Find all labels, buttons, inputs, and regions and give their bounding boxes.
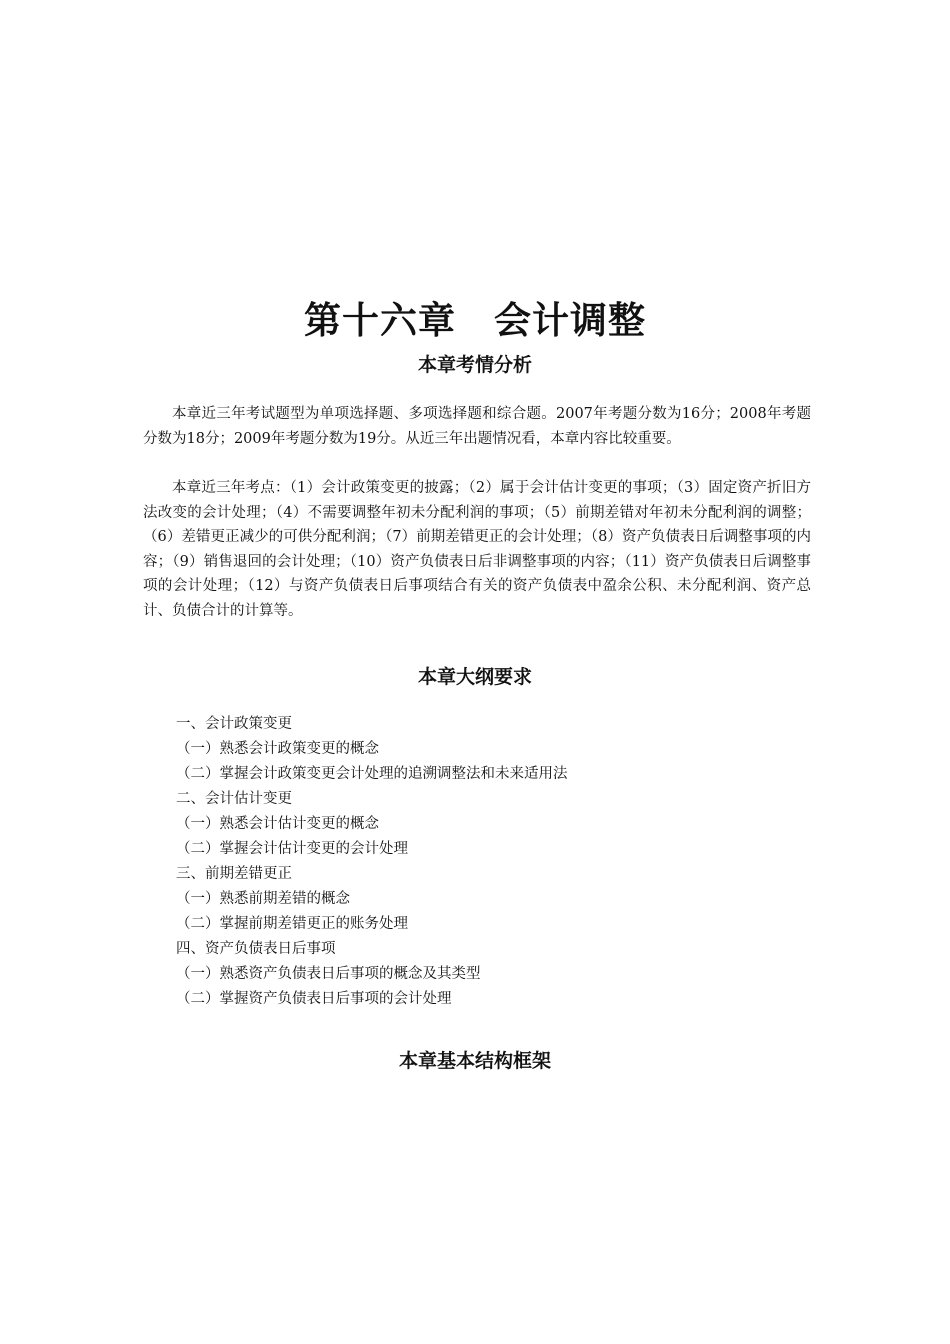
syllabus-item: （二）掌握会计估计变更的会计处理 (176, 841, 408, 857)
syllabus-item: 四、资产负债表日后事项 (176, 941, 336, 957)
syllabus-item: （一）熟悉前期差错的概念 (176, 891, 350, 907)
section-title-framework: 本章基本结构框架 (398, 1050, 551, 1072)
chapter-title: 第十六章 会计调整 (304, 298, 646, 342)
analysis-paragraph-2: 本章近三年考点：（1）会计政策变更的披露；（2）属于会计估计变更的事项；（3）固定资产折旧方法改变的会计处理；（4）不需要调整年初未分配利润的事项；（5）前期差错对年初未分配利润的调整；（6）差错更正减少的可供分配利润；（7）前期差错更正的会计处理；（8）资产负债表日后调整事项的内容；（9）销售退回的会计处理；（10）资产负债表日后非调整事项的内容；（11）资产负债表日后调整事项的会计处理；（12）与资产负债表日后事项结合有关的资产负债表中盈余公积、未分配利润、资产总计、负债合计的计算等。 (143, 480, 811, 619)
syllabus-outline (176, 712, 776, 1012)
syllabus-item: （二）掌握会计政策变更会计处理的追溯调整法和未来适用法 (176, 766, 568, 782)
syllabus-item: （二）掌握前期差错更正的账务处理 (176, 916, 408, 932)
syllabus-item: （二）掌握资产负债表日后事项的会计处理 (176, 991, 452, 1007)
syllabus-item: （一）熟悉会计估计变更的概念 (176, 816, 379, 832)
analysis-paragraph-1: 本章近三年考试题型为单项选择题、多项选择题和综合题。2007年考题分数为16分；2008年考题分数为18分；2009年考题分数为19分。从近三年出题情况看，本章内容比较重要。 (143, 406, 811, 447)
syllabus-item: 三、前期差错更正 (176, 866, 292, 882)
syllabus-item: （一）熟悉会计政策变更的概念 (176, 741, 379, 757)
syllabus-item: 一、会计政策变更 (176, 716, 292, 732)
syllabus-item: 二、会计估计变更 (176, 791, 292, 807)
section-title-syllabus: 本章大纲要求 (417, 666, 532, 688)
syllabus-item: （一）熟悉资产负债表日后事项的概念及其类型 (176, 966, 481, 982)
section-title-analysis: 本章考情分析 (417, 354, 532, 376)
